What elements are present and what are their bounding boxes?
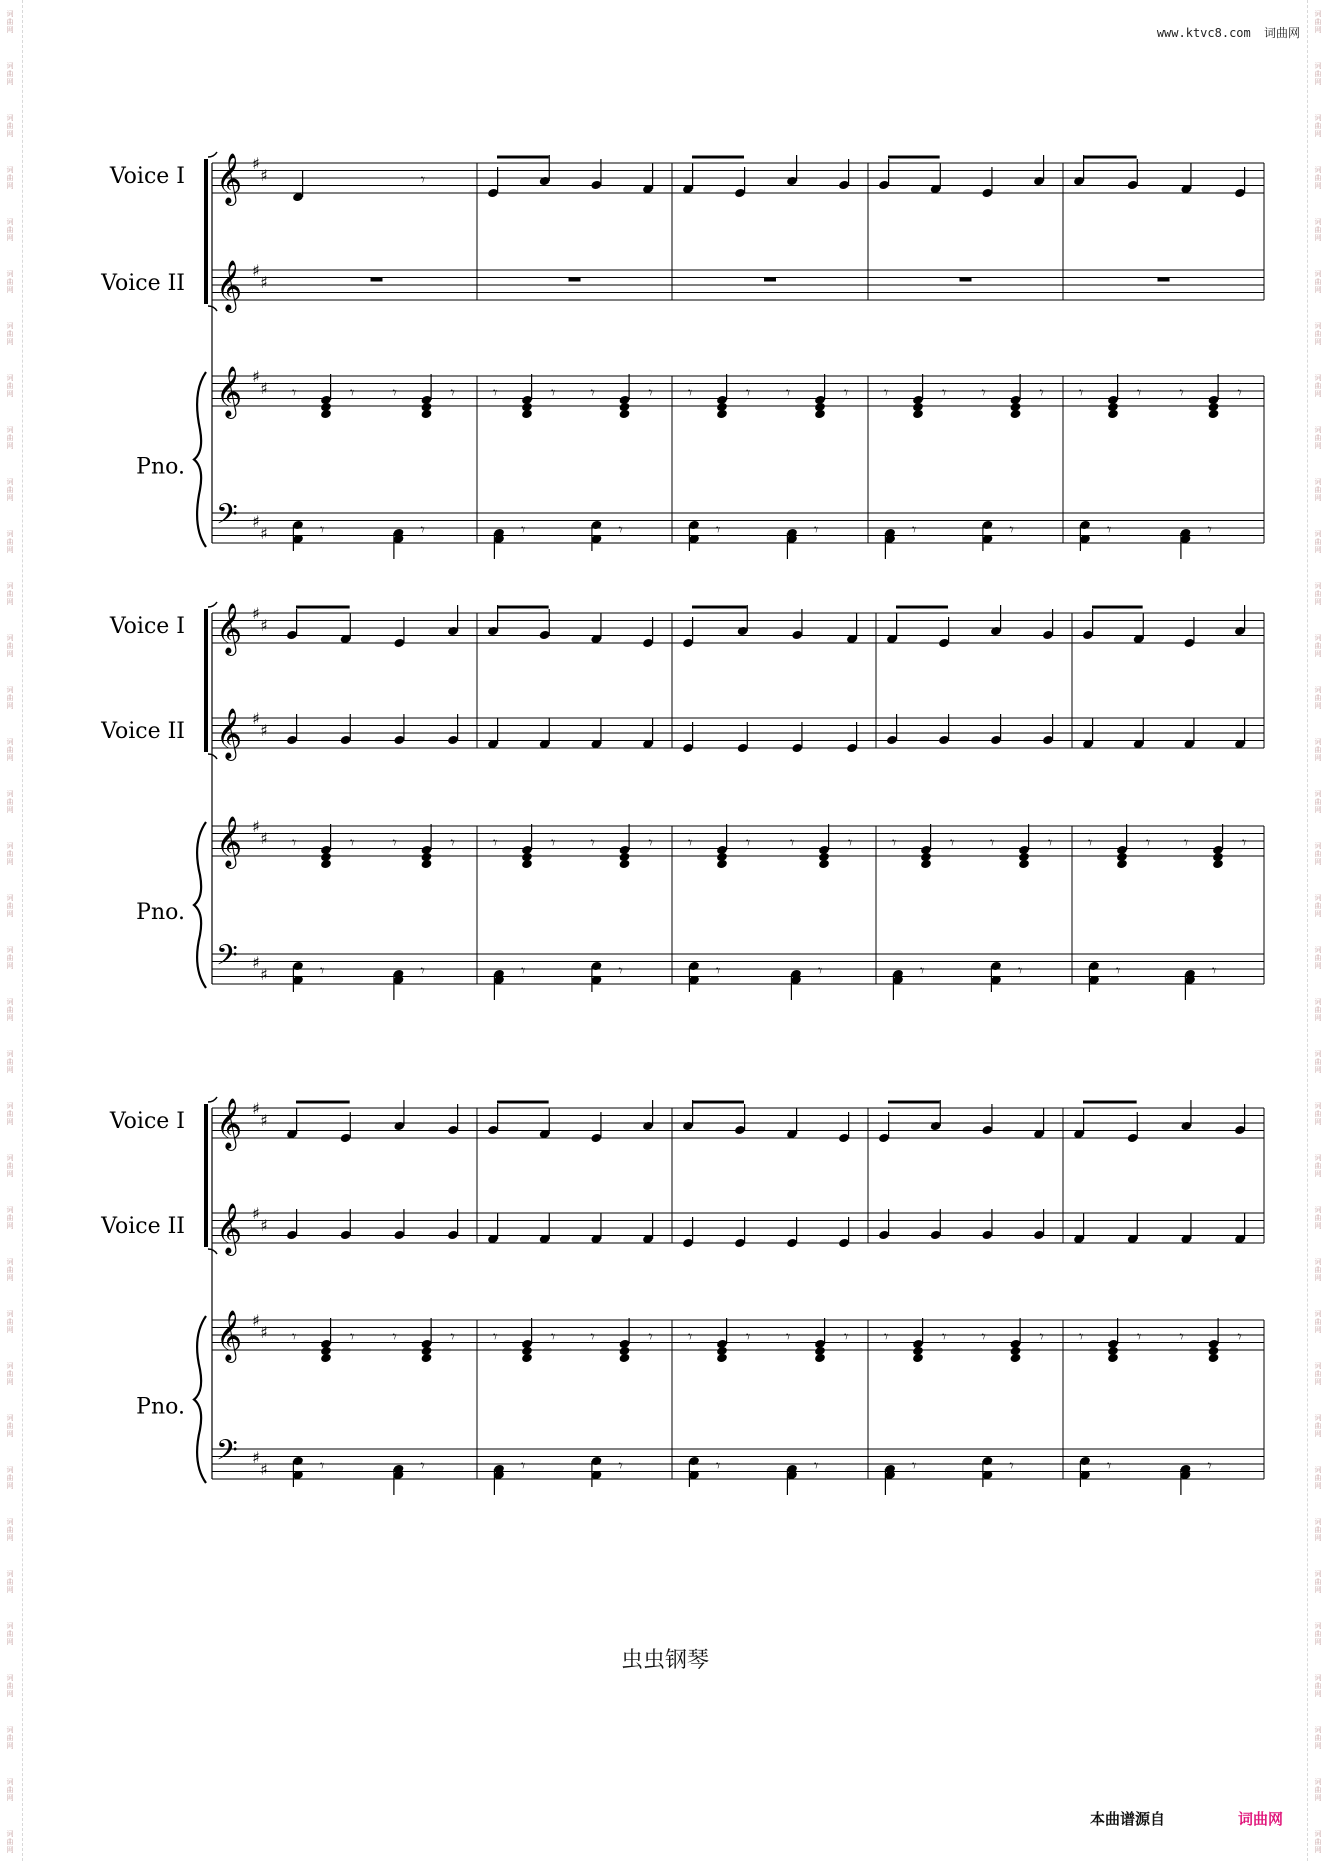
eighth-rest-icon: 𝄾 [1146, 833, 1151, 852]
watermark-mark: 词曲网 [1314, 322, 1322, 346]
watermark-mark: 词曲网 [1314, 738, 1322, 762]
eighth-rest-icon: 𝄾 [521, 961, 526, 980]
watermark-mark: 词曲网 [6, 1466, 14, 1490]
watermark-mark: 词曲网 [6, 1414, 14, 1438]
eighth-rest-icon: 𝄾 [450, 383, 455, 402]
eighth-rest-icon: 𝄾 [1237, 1327, 1242, 1346]
note-head [716, 859, 728, 870]
watermark-mark: 词曲网 [6, 1622, 14, 1646]
watermark-mark: 词曲网 [6, 62, 14, 86]
note-head [1208, 1353, 1220, 1364]
note-head [920, 859, 932, 870]
watermark-mark: 词曲网 [1314, 1258, 1322, 1282]
eighth-rest-icon: 𝄾 [420, 961, 425, 980]
watermark-mark: 词曲网 [6, 530, 14, 554]
eighth-rest-icon: 𝄾 [648, 1327, 653, 1346]
watermark-mark: 词曲网 [1314, 426, 1322, 450]
staff-label: Voice I [109, 1109, 185, 1134]
eighth-rest-icon: 𝄾 [551, 1327, 556, 1346]
eighth-rest-icon: 𝄾 [618, 520, 623, 539]
eighth-rest-icon: 𝄾 [716, 961, 721, 980]
eighth-rest-icon: 𝄾 [1018, 961, 1023, 980]
note-head [1018, 859, 1030, 870]
staff-label: Voice I [109, 164, 185, 189]
eighth-rest-icon: 𝄾 [1009, 520, 1014, 539]
eighth-rest-icon: 𝄾 [392, 1327, 397, 1346]
note-head [320, 859, 332, 870]
watermark-mark: 词曲网 [1314, 1830, 1322, 1854]
staff-label: Voice II [101, 271, 185, 296]
watermark-mark: 词曲网 [6, 1518, 14, 1542]
note-head [619, 859, 631, 870]
watermark-mark: 词曲网 [6, 946, 14, 970]
note-head [619, 409, 631, 420]
eighth-rest-icon: 𝄾 [590, 383, 595, 402]
footer-brand[interactable]: 词曲网 [1238, 1810, 1284, 1828]
treble-clef-icon: 𝄞 [216, 260, 243, 311]
sharp-icon: ♯ [252, 817, 260, 836]
eighth-rest-icon: 𝄾 [493, 1327, 498, 1346]
eighth-rest-icon: 𝄾 [1107, 1456, 1112, 1475]
eighth-rest-icon: 𝄾 [1237, 383, 1242, 402]
eighth-rest-icon: 𝄾 [942, 1327, 947, 1346]
eighth-rest-icon: 𝄾 [292, 1327, 297, 1346]
watermark-mark: 词曲网 [1314, 1362, 1322, 1386]
sharp-icon: ♯ [252, 1448, 260, 1467]
treble-clef-icon: 𝄞 [216, 708, 243, 759]
staff-label: Pno. [136, 1394, 185, 1420]
eighth-rest-icon: 𝄾 [1137, 1327, 1142, 1346]
note-head [716, 1353, 728, 1364]
sharp-icon: ♯ [252, 367, 260, 386]
eighth-rest-icon: 𝄾 [981, 383, 986, 402]
sharp-icon: ♯ [260, 965, 268, 984]
eighth-rest-icon: 𝄾 [844, 1327, 849, 1346]
watermark-mark: 词曲网 [1314, 10, 1322, 34]
watermark-mark: 词曲网 [6, 114, 14, 138]
watermark-mark: 词曲网 [1314, 1622, 1322, 1646]
watermark-mark: 词曲网 [1314, 530, 1322, 554]
watermark-mark: 词曲网 [1314, 1674, 1322, 1698]
watermark-mark: 词曲网 [6, 478, 14, 502]
watermark-mark: 词曲网 [6, 998, 14, 1022]
sharp-icon: ♯ [252, 604, 260, 623]
eighth-rest-icon: 𝄾 [716, 520, 721, 539]
whole-rest-icon [569, 278, 581, 282]
note-head [421, 409, 433, 420]
sharp-icon: ♯ [260, 1111, 268, 1130]
eighth-rest-icon: 𝄾 [1009, 1456, 1014, 1475]
watermark-mark: 词曲网 [1314, 1050, 1322, 1074]
note-head [521, 1353, 533, 1364]
note-head [1116, 859, 1128, 870]
bass-clef-icon: 𝄢 [216, 498, 238, 538]
eighth-rest-icon: 𝄾 [292, 383, 297, 402]
watermark-mark: 词曲网 [6, 1206, 14, 1230]
watermark-mark: 词曲网 [1314, 842, 1322, 866]
eighth-rest-icon: 𝄾 [350, 1327, 355, 1346]
eighth-rest-icon: 𝄾 [420, 170, 425, 189]
note-head [619, 1353, 631, 1364]
treble-clef-icon: 𝄞 [216, 366, 243, 417]
treble-clef-icon: 𝄞 [216, 1098, 243, 1149]
watermark-mark: 词曲网 [1314, 114, 1322, 138]
site-url[interactable]: www.ktvc8.com [1156, 26, 1251, 40]
piano-brace [194, 1316, 206, 1483]
watermark-mark: 词曲网 [1314, 1570, 1322, 1594]
watermark-mark: 词曲网 [6, 322, 14, 346]
eighth-rest-icon: 𝄾 [392, 383, 397, 402]
eighth-rest-icon: 𝄾 [1039, 1327, 1044, 1346]
whole-rest-icon [960, 278, 972, 282]
eighth-rest-icon: 𝄾 [1207, 1456, 1212, 1475]
sharp-icon: ♯ [260, 829, 268, 848]
eighth-rest-icon: 𝄾 [814, 520, 819, 539]
watermark-mark: 词曲网 [6, 686, 14, 710]
eighth-rest-icon: 𝄾 [848, 833, 853, 852]
watermark-mark: 词曲网 [6, 634, 14, 658]
watermark-mark: 词曲网 [6, 894, 14, 918]
note-head [1107, 409, 1119, 420]
sharp-icon: ♯ [252, 1204, 260, 1223]
watermark-mark: 词曲网 [1314, 790, 1322, 814]
sharp-icon: ♯ [260, 1323, 268, 1342]
eighth-rest-icon: 𝄾 [1079, 383, 1084, 402]
eighth-rest-icon: 𝄾 [1179, 1327, 1184, 1346]
eighth-rest-icon: 𝄾 [884, 1327, 889, 1346]
watermark-mark: 词曲网 [1314, 1466, 1322, 1490]
sharp-icon: ♯ [252, 1099, 260, 1118]
eighth-rest-icon: 𝄾 [786, 383, 791, 402]
eighth-rest-icon: 𝄾 [618, 961, 623, 980]
eighth-rest-icon: 𝄾 [912, 1456, 917, 1475]
watermark-mark: 词曲网 [1314, 1414, 1322, 1438]
eighth-rest-icon: 𝄾 [688, 833, 693, 852]
eighth-rest-icon: 𝄾 [746, 1327, 751, 1346]
sharp-icon: ♯ [260, 616, 268, 635]
eighth-rest-icon: 𝄾 [892, 833, 897, 852]
watermark-mark: 词曲网 [1314, 270, 1322, 294]
eighth-rest-icon: 𝄾 [844, 383, 849, 402]
watermark-mark: 词曲网 [1314, 1206, 1322, 1230]
sharp-icon: ♯ [252, 261, 260, 280]
eighth-rest-icon: 𝄾 [648, 833, 653, 852]
note-head [912, 409, 924, 420]
watermark-mark: 词曲网 [6, 842, 14, 866]
watermark-mark: 词曲网 [1314, 634, 1322, 658]
eighth-rest-icon: 𝄾 [1212, 961, 1217, 980]
sharp-icon: ♯ [260, 273, 268, 292]
eighth-rest-icon: 𝄾 [521, 1456, 526, 1475]
watermark-mark: 词曲网 [6, 1102, 14, 1126]
watermark-mark: 词曲网 [1314, 1310, 1322, 1334]
staff-label: Pno. [136, 900, 185, 925]
watermark-mark: 词曲网 [1314, 374, 1322, 398]
eighth-rest-icon: 𝄾 [648, 383, 653, 402]
watermark-mark: 词曲网 [6, 1310, 14, 1334]
sharp-icon: ♯ [260, 1460, 268, 1479]
bass-clef-icon: 𝄢 [216, 1434, 238, 1474]
watermark-mark: 词曲网 [1314, 1726, 1322, 1750]
eighth-rest-icon: 𝄾 [912, 520, 917, 539]
bass-clef-icon: 𝄢 [216, 939, 238, 979]
treble-clef-icon: 𝄞 [216, 603, 243, 654]
sharp-icon: ♯ [260, 166, 268, 185]
eighth-rest-icon: 𝄾 [420, 520, 425, 539]
eighth-rest-icon: 𝄾 [292, 833, 297, 852]
eighth-rest-icon: 𝄾 [786, 1327, 791, 1346]
watermark-mark: 词曲网 [1314, 166, 1322, 190]
staff-label: Voice II [101, 719, 185, 744]
watermark-mark: 词曲网 [1314, 1518, 1322, 1542]
eighth-rest-icon: 𝄾 [942, 383, 947, 402]
eighth-rest-icon: 𝄾 [1207, 520, 1212, 539]
watermark-mark: 词曲网 [1314, 946, 1322, 970]
eighth-rest-icon: 𝄾 [1048, 833, 1053, 852]
watermark-mark: 词曲网 [1314, 1102, 1322, 1126]
staff-label: Voice II [101, 1214, 185, 1239]
sharp-icon: ♯ [252, 512, 260, 531]
sharp-icon: ♯ [252, 709, 260, 728]
note-head [421, 1353, 433, 1364]
eighth-rest-icon: 𝄾 [950, 833, 955, 852]
note-head [320, 1353, 332, 1364]
treble-clef-icon: 𝄞 [216, 1310, 243, 1361]
note-head [912, 1353, 924, 1364]
whole-rest-icon [1158, 278, 1170, 282]
watermark-mark: 词曲网 [1314, 998, 1322, 1022]
watermark-mark: 词曲网 [6, 1154, 14, 1178]
piece-footer-title: 虫虫钢琴 [620, 1648, 709, 1673]
eighth-rest-icon: 𝄾 [1184, 833, 1189, 852]
note-head [1010, 1353, 1022, 1364]
eighth-rest-icon: 𝄾 [590, 833, 595, 852]
watermark-mark: 词曲网 [6, 1674, 14, 1698]
treble-clef-icon: 𝄞 [216, 816, 243, 867]
watermark-mark: 词曲网 [1314, 1778, 1322, 1802]
eighth-rest-icon: 𝄾 [814, 1456, 819, 1475]
eighth-rest-icon: 𝄾 [688, 1327, 693, 1346]
eighth-rest-icon: 𝄾 [1079, 1327, 1084, 1346]
eighth-rest-icon: 𝄾 [551, 383, 556, 402]
watermark-mark: 词曲网 [1314, 478, 1322, 502]
treble-clef-icon: 𝄞 [216, 1203, 243, 1254]
staff-label: Pno. [136, 454, 185, 480]
note-head [1212, 859, 1224, 870]
sharp-icon: ♯ [260, 721, 268, 740]
eighth-rest-icon: 𝄾 [450, 1327, 455, 1346]
watermark-mark: 词曲网 [1314, 894, 1322, 918]
source-label: 本曲谱源自 [1090, 1810, 1166, 1828]
watermark-mark: 词曲网 [6, 1778, 14, 1802]
watermark-mark: 词曲网 [6, 218, 14, 242]
note-head [1107, 1353, 1119, 1364]
note-head [521, 859, 533, 870]
eighth-rest-icon: 𝄾 [590, 1327, 595, 1346]
eighth-rest-icon: 𝄾 [746, 833, 751, 852]
eighth-rest-icon: 𝄾 [1242, 833, 1247, 852]
eighth-rest-icon: 𝄾 [320, 961, 325, 980]
watermark-mark: 词曲网 [6, 1830, 14, 1854]
eighth-rest-icon: 𝄾 [320, 520, 325, 539]
watermark-mark: 词曲网 [6, 1258, 14, 1282]
eighth-rest-icon: 𝄾 [320, 1456, 325, 1475]
note-head [1010, 409, 1022, 420]
eighth-rest-icon: 𝄾 [493, 383, 498, 402]
eighth-rest-icon: 𝄾 [1107, 520, 1112, 539]
eighth-rest-icon: 𝄾 [392, 833, 397, 852]
watermark-mark: 词曲网 [6, 1570, 14, 1594]
sharp-icon: ♯ [260, 1216, 268, 1235]
eighth-rest-icon: 𝄾 [1088, 833, 1093, 852]
watermark-mark: 词曲网 [1314, 62, 1322, 86]
watermark-mark: 词曲网 [6, 738, 14, 762]
eighth-rest-icon: 𝄾 [981, 1327, 986, 1346]
eighth-rest-icon: 𝄾 [716, 1456, 721, 1475]
eighth-rest-icon: 𝄾 [493, 833, 498, 852]
treble-clef-icon: 𝄞 [216, 153, 243, 204]
watermark-mark: 词曲网 [6, 166, 14, 190]
eighth-rest-icon: 𝄾 [618, 1456, 623, 1475]
watermark-mark: 词曲网 [6, 1726, 14, 1750]
note-head [818, 859, 830, 870]
watermark-mark: 词曲网 [6, 790, 14, 814]
whole-rest-icon [371, 278, 383, 282]
eighth-rest-icon: 𝄾 [920, 961, 925, 980]
note-head [814, 1353, 826, 1364]
sharp-icon: ♯ [252, 953, 260, 972]
staff-label: Voice I [109, 614, 185, 639]
note-head [1208, 409, 1220, 420]
eighth-rest-icon: 𝄾 [1137, 383, 1142, 402]
sharp-icon: ♯ [252, 154, 260, 173]
watermark-mark: 词曲网 [1314, 218, 1322, 242]
site-brand[interactable]: 词曲网 [1263, 26, 1300, 40]
watermark-mark: 词曲网 [6, 426, 14, 450]
watermark-mark: 词曲网 [6, 270, 14, 294]
eighth-rest-icon: 𝄾 [1039, 383, 1044, 402]
piano-brace [194, 372, 206, 547]
eighth-rest-icon: 𝄾 [818, 961, 823, 980]
eighth-rest-icon: 𝄾 [350, 833, 355, 852]
note-head [421, 859, 433, 870]
watermark-mark: 词曲网 [1314, 686, 1322, 710]
sharp-icon: ♯ [260, 379, 268, 398]
eighth-rest-icon: 𝄾 [420, 1456, 425, 1475]
note-head [521, 409, 533, 420]
piano-brace [194, 822, 206, 988]
eighth-rest-icon: 𝄾 [521, 520, 526, 539]
eighth-rest-icon: 𝄾 [746, 383, 751, 402]
note-head [320, 409, 332, 420]
watermark-mark: 词曲网 [6, 10, 14, 34]
sharp-icon: ♯ [260, 524, 268, 543]
eighth-rest-icon: 𝄾 [450, 833, 455, 852]
watermark-mark: 词曲网 [6, 582, 14, 606]
eighth-rest-icon: 𝄾 [551, 833, 556, 852]
whole-rest-icon [764, 278, 776, 282]
watermark-mark: 词曲网 [6, 1050, 14, 1074]
eighth-rest-icon: 𝄾 [1179, 383, 1184, 402]
eighth-rest-icon: 𝄾 [790, 833, 795, 852]
watermark-mark: 词曲网 [1314, 582, 1322, 606]
eighth-rest-icon: 𝄾 [1116, 961, 1121, 980]
watermark-mark: 词曲网 [6, 374, 14, 398]
watermark-mark: 词曲网 [6, 1362, 14, 1386]
sharp-icon: ♯ [252, 1311, 260, 1330]
note-head [814, 409, 826, 420]
note-head [716, 409, 728, 420]
eighth-rest-icon: 𝄾 [350, 383, 355, 402]
eighth-rest-icon: 𝄾 [990, 833, 995, 852]
eighth-rest-icon: 𝄾 [884, 383, 889, 402]
watermark-mark: 词曲网 [1314, 1154, 1322, 1178]
eighth-rest-icon: 𝄾 [688, 383, 693, 402]
